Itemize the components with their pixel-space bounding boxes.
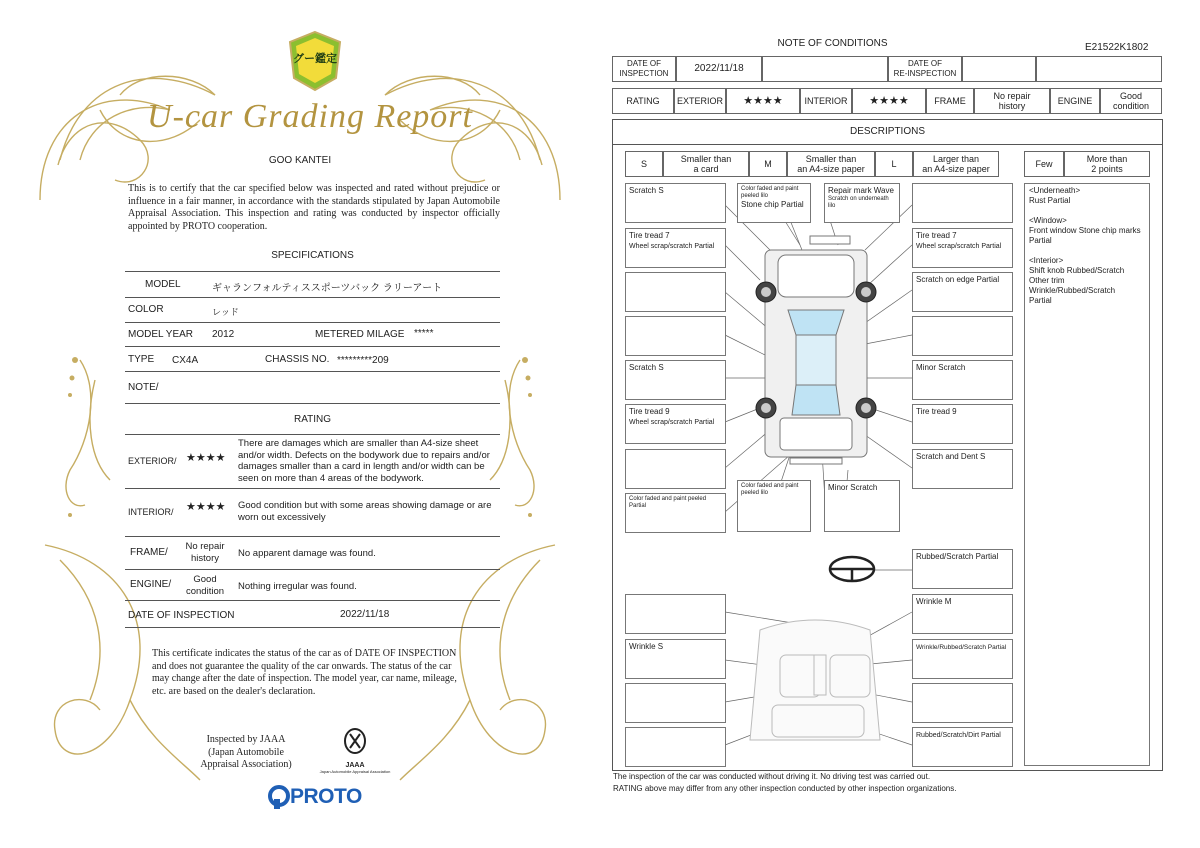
- damage-box: [912, 727, 1013, 767]
- damage-box-text: Minor Scratch: [828, 483, 878, 492]
- jaaa-caption: Japan Automobile Appraisal Association: [319, 769, 391, 774]
- damage-box: [625, 272, 726, 312]
- exterior-stars: ★★★★: [186, 452, 226, 464]
- exterior-stars: ★★★★: [726, 88, 800, 114]
- mileage-label: METERED MILAGE: [315, 329, 405, 340]
- steering-wheel-icon: [830, 557, 874, 581]
- interior-label: INTERIOR/: [128, 507, 174, 517]
- inspected-by-line-1: Inspected by JAAA: [206, 734, 286, 745]
- frame-value: No repair history: [185, 541, 225, 564]
- window-note-2: Partial: [1029, 236, 1052, 245]
- legend-m-desc-1: Smaller than: [805, 154, 857, 164]
- conditions-title: NOTE OF CONDITIONS: [777, 38, 888, 49]
- type-value: CX4A: [172, 355, 199, 366]
- mileage-value: *****: [414, 328, 434, 339]
- interior-note-1: Shift knob Rubbed/Scratch: [1029, 266, 1125, 275]
- damage-box: [912, 272, 1013, 312]
- legend-l-desc-2: an A4-size paper: [922, 164, 990, 174]
- window-heading: <Window>: [1029, 216, 1067, 225]
- damage-box: [625, 449, 726, 489]
- damage-box: [625, 360, 726, 400]
- legend-more-1: More than: [1086, 154, 1128, 164]
- damage-box-small-text: Color faded and paint peeled Partial: [629, 496, 707, 509]
- damage-box: [912, 683, 1013, 723]
- damage-box-text: Minor Scratch: [916, 363, 966, 372]
- damage-box: [824, 183, 900, 223]
- date-label-line-1: DATE OF: [626, 59, 662, 68]
- chassis-value: *********209: [337, 355, 389, 366]
- descriptions-heading: DESCRIPTIONS: [849, 126, 925, 137]
- interior-heading: <Interior>: [1029, 256, 1064, 265]
- legend-s: S: [625, 151, 663, 177]
- damage-box-subtext: Wheel scrap/scratch Partial: [916, 243, 1002, 250]
- jaaa-logo-text: JAAA: [345, 762, 365, 769]
- damage-box-text: Wrinkle M: [916, 597, 952, 606]
- footer-line-1: The inspection of the car was conducted without driving it. No driving test was carried out.: [613, 772, 931, 781]
- damage-box: [625, 316, 726, 356]
- damage-box: [912, 228, 1013, 268]
- badge-text: グー鑑定: [293, 53, 337, 65]
- damage-box: [912, 639, 1013, 679]
- damage-box: [912, 183, 1013, 223]
- engine-label: ENGINE: [1050, 88, 1100, 114]
- intro-paragraph: This is to certify that the car specified below was inspected and rated without prejudice or influence in a fair manner, in accordance with the standards stipulated by Japan Automobile Appraisal Association. This inspection and rating was conducted by inspector officially appointed by PROTO cooperation.: [128, 183, 500, 232]
- frame-value-line-2: history: [998, 101, 1026, 111]
- color-value: レッド: [212, 307, 239, 317]
- damage-box-text: Scratch S: [629, 186, 664, 195]
- jaaa-logo: [315, 728, 395, 780]
- damage-box-text: Rubbed/Scratch Partial: [916, 552, 999, 561]
- damage-box-small-text: Color faded and paint peeled lilo: [741, 186, 799, 199]
- damage-box-small-text: Color faded and paint peeled lilo: [741, 483, 799, 496]
- damage-box-text: Scratch and Dent S: [916, 452, 986, 461]
- interior-stars: ★★★★: [852, 88, 926, 114]
- date-label: DATE OF INSPECTION: [128, 610, 235, 621]
- damage-box: [625, 683, 726, 723]
- damage-box-text: Wrinkle/Rubbed/Scratch Partial: [916, 644, 1007, 651]
- footer-line-2: RATING above may differ from any other inspection conducted by other inspection organizations.: [613, 784, 957, 793]
- interior-note-3: Wrinkle/Rubbed/Scratch: [1029, 286, 1116, 295]
- damage-box-text: Scratch on edge Partial: [916, 275, 1000, 284]
- car-top-view: [765, 236, 867, 464]
- interior-label: INTERIOR: [800, 88, 852, 114]
- legend-s-desc-1: Smaller than: [680, 154, 732, 164]
- damage-box: [625, 594, 726, 634]
- interior-stars: ★★★★: [186, 501, 226, 513]
- model-year-label: MODEL YEAR: [128, 329, 194, 340]
- damage-box-text: Rubbed/Scratch/Dirt Partial: [916, 732, 1001, 739]
- color-label: COLOR: [128, 304, 164, 315]
- underneath-heading: <Underneath>: [1029, 186, 1081, 195]
- exterior-description: There are damages which are smaller than A4-size sheet and/or width. Defects on the bodywork due to repairs and/or damages smaller than a card in length and/or width can be seen on more than 4 areas of the bodywork.: [238, 438, 490, 484]
- damage-box-text: Tire tread 7: [916, 231, 957, 240]
- engine-value-line-1: Good: [1119, 91, 1143, 101]
- window-note-1: Front window Stone chip marks: [1029, 226, 1141, 235]
- damage-box: [912, 404, 1013, 444]
- frame-description: No apparent damage was found.: [238, 548, 376, 559]
- legend-few: Few: [1024, 151, 1064, 177]
- damage-box: [625, 639, 726, 679]
- engine-description: Nothing irregular was found.: [238, 581, 357, 592]
- rating-heading: RATING: [293, 414, 332, 425]
- report-subtitle: GOO KANTEI: [268, 155, 332, 166]
- interior-note-4: Partial: [1029, 296, 1052, 305]
- damage-box-text: Scratch S: [629, 363, 664, 372]
- exterior-label: EXTERIOR: [674, 88, 726, 114]
- reinsp-label-line-2: RE-INSPECTION: [893, 69, 957, 78]
- damage-box: [625, 727, 726, 767]
- rating-label: RATING: [612, 88, 674, 114]
- conditions-page: [600, 0, 1200, 848]
- legend-s-desc-2: a card: [693, 164, 719, 174]
- frame-value-line-1: No repair: [993, 91, 1031, 101]
- damage-box: [912, 549, 1013, 589]
- exterior-label: EXTERIOR/: [128, 456, 177, 466]
- damage-box: [737, 480, 811, 532]
- damage-box: [625, 183, 726, 223]
- damage-box-text: Stone chip Partial: [741, 200, 804, 209]
- damage-box-text: Tire tread 7: [629, 231, 670, 240]
- damage-box: [737, 183, 811, 223]
- model-year-value: 2012: [212, 329, 235, 340]
- damage-box: [912, 594, 1013, 634]
- damage-box: [912, 316, 1013, 356]
- inspected-by: [188, 734, 304, 772]
- damage-box: [625, 493, 726, 533]
- legend-l-desc-1: Larger than: [932, 154, 980, 164]
- damage-box: [912, 360, 1013, 400]
- footer-note: This certificate indicates the status of the car as of DATE OF INSPECTION and does not guarantee the quality of the car onwards. The status of the car may change after the date of inspection. The model year, car name, mileage, etc. are based on the dealer's declaration.: [152, 648, 457, 697]
- damage-box-text: Wrinkle S: [629, 642, 664, 651]
- chassis-label: CHASSIS NO.: [265, 354, 330, 365]
- date-label-line-2: INSPECTION: [619, 69, 669, 78]
- goo-kantei-badge: [288, 30, 342, 92]
- proto-logo-text: PROTO: [290, 785, 362, 808]
- proto-logo: [268, 784, 368, 810]
- engine-label: ENGINE/: [130, 579, 172, 590]
- legend-m-desc-2: an A4-size paper: [797, 164, 865, 174]
- interior-description: Good condition but with some areas showing damage or are worn out excessively: [238, 500, 492, 523]
- model-value: ギャランフォルティススポーツバック ラリーアート: [212, 283, 443, 294]
- damage-box-small-text: Scratch on underneath lilo: [828, 196, 889, 209]
- legend-m: M: [749, 151, 787, 177]
- interior-view: [750, 620, 880, 740]
- reinsp-label-line-1: DATE OF: [907, 59, 943, 68]
- model-label: MODEL: [145, 279, 181, 290]
- damage-box: [625, 228, 726, 268]
- date-value: 2022/11/18: [340, 609, 390, 620]
- engine-value: Good condition: [185, 574, 225, 597]
- spec-heading: SPECIFICATIONS: [271, 250, 354, 261]
- underneath-note: Rust Partial: [1029, 196, 1071, 205]
- damage-box: [625, 404, 726, 444]
- date-of-inspection-value: 2022/11/18: [676, 56, 762, 82]
- legend-more-2: 2 points: [1091, 164, 1123, 174]
- type-label: TYPE: [128, 354, 155, 365]
- inspected-by-line-2: (Japan Automobile: [208, 746, 284, 758]
- engine-value-line-2: condition: [1112, 101, 1150, 111]
- interior-note-2: Other trim: [1029, 276, 1065, 285]
- conditions-code: E21522K1802: [1085, 42, 1149, 53]
- legend-l: L: [875, 151, 913, 177]
- damage-box: [912, 449, 1013, 489]
- damage-box-subtext: Wheel scrap/scratch Partial: [629, 243, 715, 250]
- damage-box-text: Tire tread 9: [916, 407, 957, 416]
- frame-label: FRAME: [926, 88, 974, 114]
- damage-box-subtext: Wheel scrap/scratch Partial: [629, 419, 715, 426]
- note-label: NOTE/: [128, 382, 159, 393]
- damage-box: [824, 480, 900, 532]
- damage-box-text: Repair mark Wave: [828, 186, 894, 195]
- inspected-by-line-3: Appraisal Association): [200, 759, 292, 770]
- frame-label: FRAME/: [130, 547, 168, 558]
- damage-box-text: Tire tread 9: [629, 407, 670, 416]
- report-title: U-car Grading Report: [147, 98, 473, 135]
